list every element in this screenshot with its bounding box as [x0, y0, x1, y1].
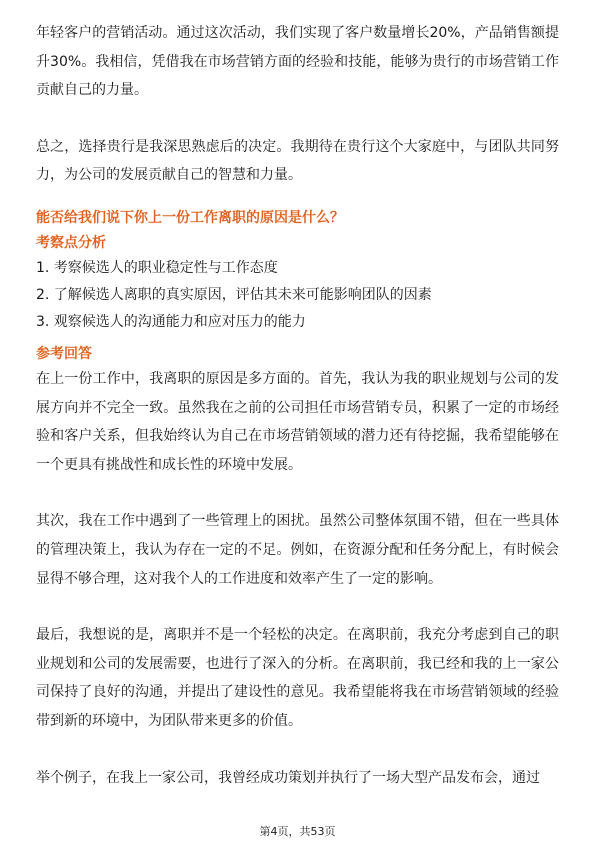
intro-paragraph-2: 总之，选择贵行是我深思熟虑后的决定。我期待在贵行这个大家庭中，与团队共同努力，为公司的发展贡献自己的智慧和力量。	[36, 138, 559, 184]
answer-paragraph-2: 其次，我在工作中遇到了一些管理上的困扰。虽然公司整体氛围不错，但在一些具体的管理决策上，我认为存在一定的不足。例如，在资源分配和任务分配上，有时候会显得不够合理，这对我个人的工作进度和效率产生了一定的影响。	[36, 513, 559, 587]
question-heading: 能否给我们说下你上一份工作离职的原因是什么？	[36, 209, 344, 226]
page-number: 第4页，共53页	[259, 825, 336, 838]
analysis-item-1: 1. 考察候选人的职业稳定性与工作态度	[36, 259, 278, 276]
paragraph-gap	[36, 479, 559, 507]
paragraph-gap	[36, 105, 559, 133]
answer-paragraph-3: 最后，我想说的是，离职并不是一个轻松的决定。在离职前，我充分考虑到自己的职业规划和公司的发展需要，也进行了深入的分析。在离职前，我已经和我的上一家公司保持了良好的沟通，并提出了建设性的意见。我希望能将我在市场营销领域的经验带到新的环境中，为团队带来更多的价值。	[36, 627, 559, 729]
paragraph-gap	[36, 593, 559, 621]
answer-paragraph-4: 举个例子，在我上一家公司，我曾经成功策划并执行了一场大型产品发布会，通过	[36, 769, 540, 786]
analysis-title: 考察点分析	[36, 234, 106, 251]
answer-paragraph-1: 在上一份工作中，我离职的原因是多方面的。首先，我认为我的职业规划与公司的发展方向并不完全一致。虽然我在之前的公司担任市场营销专员，积累了一定的市场经验和客户关系，但我始终认为自己在市场营销领域的潜力还有待挖掘，我希望能够在一个更具有挑战性和成长性的环境中发展。	[36, 370, 559, 473]
paragraph-gap	[36, 736, 559, 764]
page-content	[36, 19, 559, 792]
analysis-item-3: 3. 观察候选人的沟通能力和应对压力的能力	[36, 313, 306, 330]
section-gap	[36, 190, 559, 206]
intro-paragraph-1: 年轻客户的营销活动。通过这次活动，我们实现了客户数量增长20%，产品销售额提升30%。我相信，凭借我在市场营销方面的经验和技能，能够为贵行的市场营销工作贡献自己的力量。	[36, 25, 559, 99]
analysis-item-2: 2. 了解候选人离职的真实原因，评估其未来可能影响团队的因素	[36, 286, 432, 303]
answer-title: 参考回答	[36, 345, 92, 362]
